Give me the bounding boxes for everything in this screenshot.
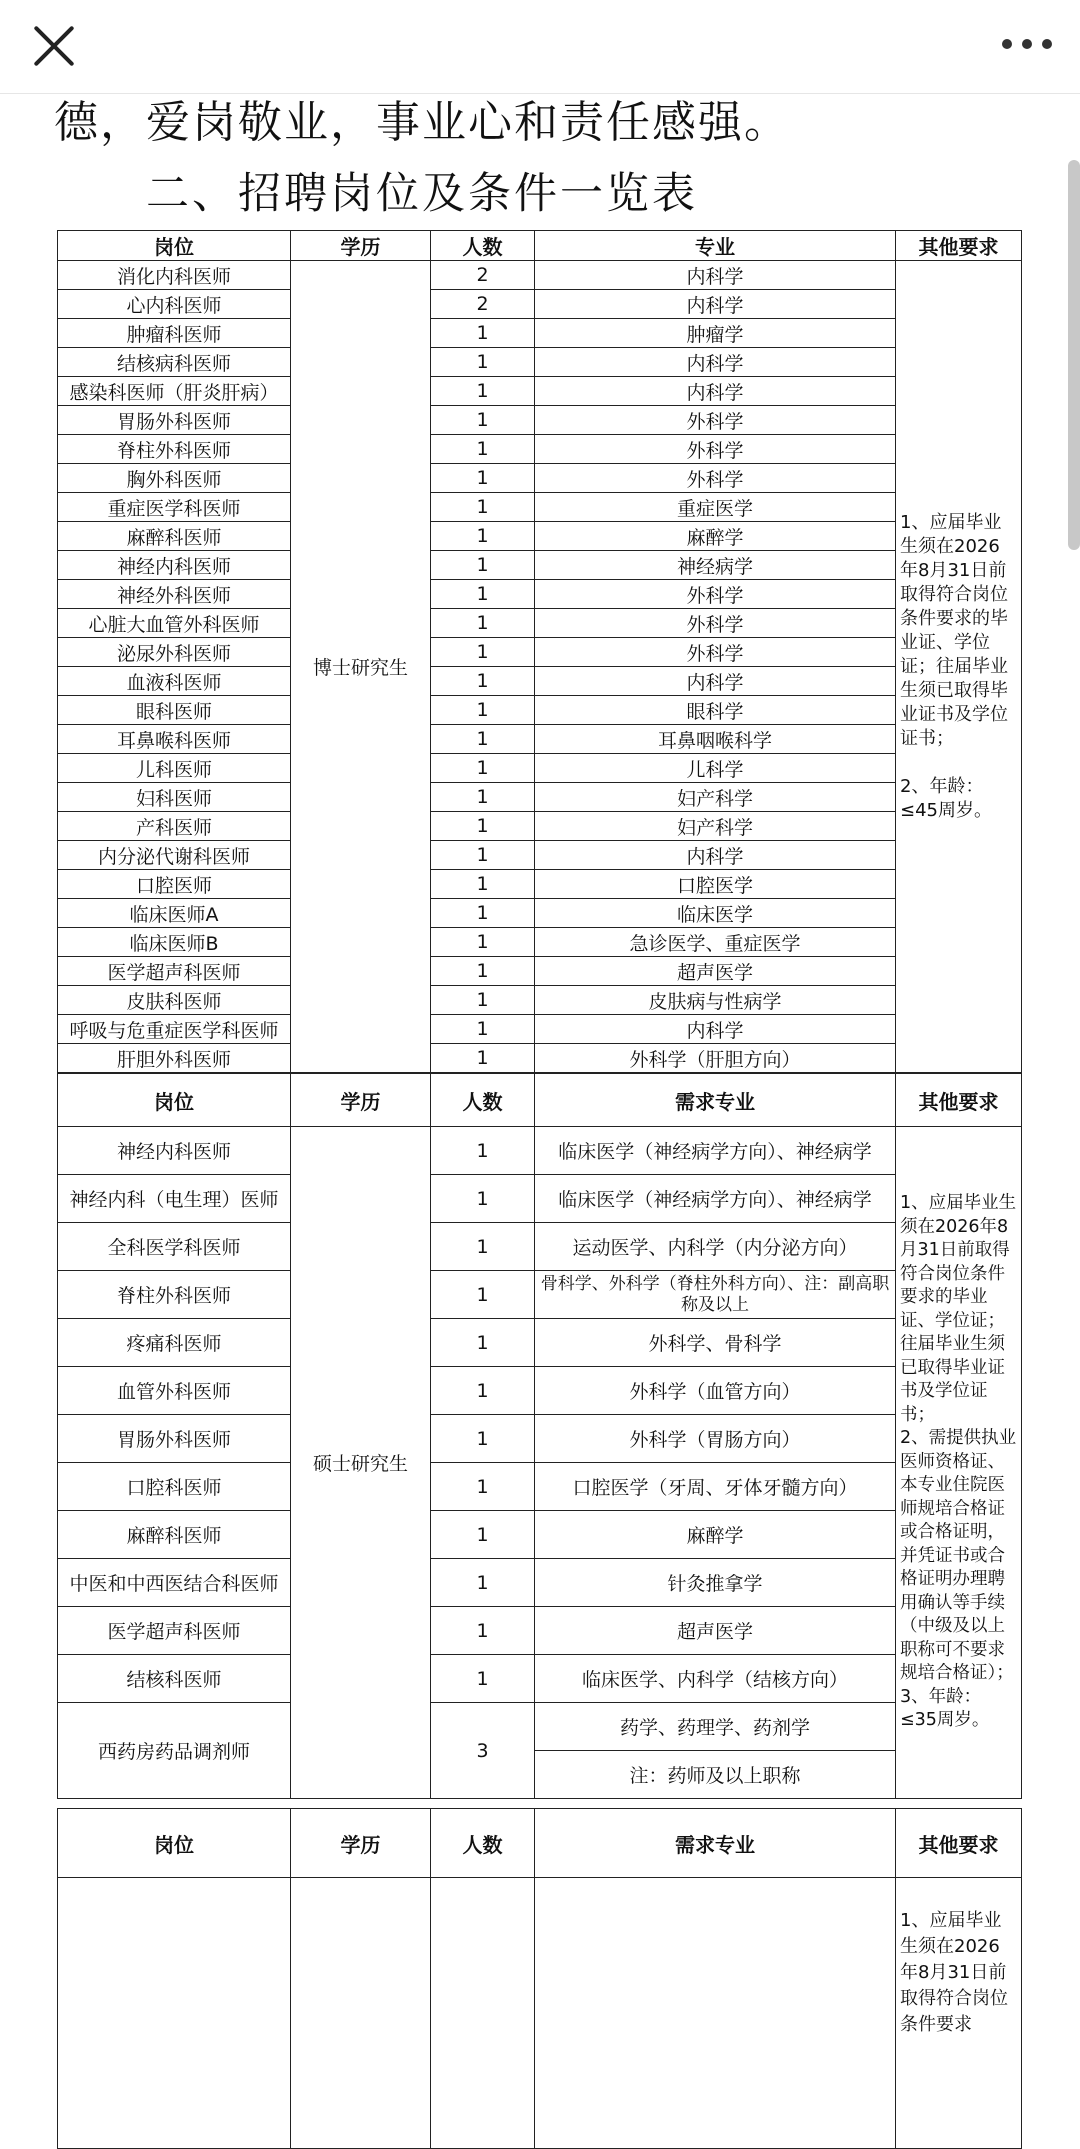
major-cell: 神经病学 — [535, 551, 896, 580]
position-cell: 血液科医师 — [58, 667, 291, 696]
major-cell: 外科学、骨科学 — [535, 1319, 896, 1367]
count-cell: 1 — [431, 1223, 535, 1271]
position-cell: 胃肠外科医师 — [58, 1415, 291, 1463]
table-row — [58, 435, 1022, 464]
table-cell — [58, 1878, 291, 2149]
major-cell: 外科学 — [535, 609, 896, 638]
position-cell: 神经外科医师 — [58, 580, 291, 609]
header-count: 人数 — [431, 1809, 535, 1878]
major-cell: 外科学（肝胆方向） — [535, 1044, 896, 1073]
count-cell: 1 — [431, 406, 535, 435]
major-cell: 内科学 — [535, 1015, 896, 1044]
major-cell: 内科学 — [535, 841, 896, 870]
table-row — [58, 957, 1022, 986]
count-cell: 1 — [431, 783, 535, 812]
header-education: 学历 — [291, 1074, 431, 1127]
major-cell: 骨科学、外科学（脊柱外科方向）、注：副高职称及以上 — [535, 1271, 896, 1319]
count-cell: 1 — [431, 1607, 535, 1655]
table-row — [58, 1223, 1022, 1271]
position-cell: 口腔科医师 — [58, 1463, 291, 1511]
position-cell: 消化内科医师 — [58, 261, 291, 290]
table-row — [58, 841, 1022, 870]
count-cell: 1 — [431, 522, 535, 551]
position-cell: 胃肠外科医师 — [58, 406, 291, 435]
table-row — [58, 1044, 1022, 1073]
table-row — [58, 290, 1022, 319]
count-cell: 1 — [431, 667, 535, 696]
table-row — [58, 812, 1022, 841]
table-row — [58, 754, 1022, 783]
position-cell: 结核科医师 — [58, 1655, 291, 1703]
table-row — [58, 696, 1022, 725]
table-cell — [291, 1878, 431, 2149]
position-cell: 口腔医师 — [58, 870, 291, 899]
count-cell: 1 — [431, 725, 535, 754]
header-other-requirements: 其他要求 — [896, 231, 1022, 261]
position-cell: 疼痛科医师 — [58, 1319, 291, 1367]
count-cell: 1 — [431, 319, 535, 348]
table-row — [58, 928, 1022, 957]
major-cell: 临床医学、内科学（结核方向） — [535, 1655, 896, 1703]
position-cell: 西药房药品调剂师 — [58, 1703, 291, 1799]
table-row — [58, 1511, 1022, 1559]
more-options-icon[interactable] — [1002, 36, 1052, 52]
position-cell: 皮肤科医师 — [58, 986, 291, 1015]
position-cell: 临床医师B — [58, 928, 291, 957]
header-position: 岗位 — [58, 231, 291, 261]
major-cell: 外科学 — [535, 464, 896, 493]
major-cell: 外科学 — [535, 435, 896, 464]
count-cell: 1 — [431, 870, 535, 899]
table-row — [58, 1271, 1022, 1319]
count-cell: 1 — [431, 377, 535, 406]
count-cell: 1 — [431, 435, 535, 464]
table-row — [58, 464, 1022, 493]
count-cell: 1 — [431, 1655, 535, 1703]
major-cell: 内科学 — [535, 290, 896, 319]
header-position: 岗位 — [58, 1074, 291, 1127]
count-cell: 1 — [431, 696, 535, 725]
position-cell: 中医和中西医结合科医师 — [58, 1559, 291, 1607]
major-cell: 临床医学（神经病学方向）、神经病学 — [535, 1175, 896, 1223]
major-cell: 耳鼻咽喉科学 — [535, 725, 896, 754]
header-major: 需求专业 — [535, 1809, 896, 1878]
count-cell: 2 — [431, 290, 535, 319]
header-major: 需求专业 — [535, 1074, 896, 1127]
count-cell: 1 — [431, 1127, 535, 1175]
position-cell: 心脏大血管外科医师 — [58, 609, 291, 638]
major-cell: 外科学 — [535, 638, 896, 667]
count-cell: 1 — [431, 1559, 535, 1607]
position-cell: 医学超声科医师 — [58, 1607, 291, 1655]
major-cell: 妇产科学 — [535, 783, 896, 812]
table-row — [58, 638, 1022, 667]
position-cell: 肝胆外科医师 — [58, 1044, 291, 1073]
doctoral-positions-table — [57, 230, 1022, 1073]
position-cell: 感染科医师（肝炎肝病） — [58, 377, 291, 406]
table-row — [58, 551, 1022, 580]
table-row — [58, 783, 1022, 812]
count-cell: 1 — [431, 638, 535, 667]
count-cell: 2 — [431, 261, 535, 290]
count-cell: 1 — [431, 754, 535, 783]
position-cell: 呼吸与危重症医学科医师 — [58, 1015, 291, 1044]
position-cell: 妇科医师 — [58, 783, 291, 812]
count-cell: 1 — [431, 986, 535, 1015]
table-cell — [431, 1878, 535, 2149]
position-cell: 麻醉科医师 — [58, 1511, 291, 1559]
position-cell: 麻醉科医师 — [58, 522, 291, 551]
position-cell: 神经内科医师 — [58, 551, 291, 580]
position-cell: 肿瘤科医师 — [58, 319, 291, 348]
major-cell: 急诊医学、重症医学 — [535, 928, 896, 957]
major-cell: 外科学 — [535, 580, 896, 609]
major-cell: 内科学 — [535, 667, 896, 696]
position-cell: 脊柱外科医师 — [58, 1271, 291, 1319]
count-cell: 1 — [431, 1175, 535, 1223]
major-cell: 针灸推拿学 — [535, 1559, 896, 1607]
count-cell: 1 — [431, 580, 535, 609]
major-cell: 外科学（血管方向） — [535, 1367, 896, 1415]
other-requirements-note: 1、应届毕业生须在2026年8月31日前取得符合岗位条件要求的毕业证、学位证；往届毕业生须已取得毕业证书及学位证书； 2、年龄：≤45周岁。 — [896, 261, 1022, 1073]
table-row — [58, 1127, 1022, 1175]
table-row — [58, 1015, 1022, 1044]
major-cell: 肿瘤学 — [535, 319, 896, 348]
position-cell: 重症医学科医师 — [58, 493, 291, 522]
major-cell: 眼科学 — [535, 696, 896, 725]
major-cell: 内科学 — [535, 261, 896, 290]
major-cell: 口腔医学 — [535, 870, 896, 899]
education-cell: 博士研究生 — [291, 261, 431, 1073]
header-education: 学历 — [291, 1809, 431, 1878]
position-cell: 产科医师 — [58, 812, 291, 841]
count-cell: 1 — [431, 1044, 535, 1073]
table-row — [58, 609, 1022, 638]
header-major: 专业 — [535, 231, 896, 261]
table-row — [58, 493, 1022, 522]
close-icon[interactable] — [32, 24, 76, 68]
table-row — [58, 899, 1022, 928]
position-cell: 胸外科医师 — [58, 464, 291, 493]
table-row — [58, 319, 1022, 348]
count-cell: 1 — [431, 464, 535, 493]
count-cell: 1 — [431, 1511, 535, 1559]
major-cell: 临床医学 — [535, 899, 896, 928]
count-cell: 1 — [431, 1271, 535, 1319]
count-cell: 1 — [431, 812, 535, 841]
section-heading: 二、招聘岗位及条件一览表 — [146, 169, 698, 219]
table-row — [58, 870, 1022, 899]
position-cell: 眼科医师 — [58, 696, 291, 725]
table-row — [58, 986, 1022, 1015]
header-position: 岗位 — [58, 1809, 291, 1878]
header-count: 人数 — [431, 231, 535, 261]
major-cell: 运动医学、内科学（内分泌方向） — [535, 1223, 896, 1271]
position-cell: 血管外科医师 — [58, 1367, 291, 1415]
count-cell: 1 — [431, 841, 535, 870]
table-row — [58, 1319, 1022, 1367]
major-cell: 药学、药理学、药剂学 — [535, 1703, 896, 1751]
major-cell: 麻醉学 — [535, 522, 896, 551]
table-row — [58, 1559, 1022, 1607]
count-cell: 1 — [431, 1015, 535, 1044]
position-cell: 神经内科（电生理）医师 — [58, 1175, 291, 1223]
position-cell: 临床医师A — [58, 899, 291, 928]
additional-positions-table — [57, 1808, 1022, 2149]
count-cell: 1 — [431, 348, 535, 377]
major-cell: 口腔医学（牙周、牙体牙髓方向） — [535, 1463, 896, 1511]
header-other-requirements: 其他要求 — [896, 1809, 1022, 1878]
count-cell: 1 — [431, 1319, 535, 1367]
major-cell: 超声医学 — [535, 957, 896, 986]
count-cell: 1 — [431, 1415, 535, 1463]
table-row — [58, 406, 1022, 435]
header-count: 人数 — [431, 1074, 535, 1127]
table-row — [58, 1175, 1022, 1223]
table-row — [58, 1367, 1022, 1415]
table-row — [58, 261, 1022, 290]
major-cell: 注：药师及以上职称 — [535, 1751, 896, 1799]
count-cell: 1 — [431, 928, 535, 957]
position-cell: 儿科医师 — [58, 754, 291, 783]
table-row — [58, 1703, 1022, 1751]
major-cell: 麻醉学 — [535, 1511, 896, 1559]
major-cell: 重症医学 — [535, 493, 896, 522]
table-row — [58, 1463, 1022, 1511]
table-row — [58, 1415, 1022, 1463]
count-cell: 3 — [431, 1703, 535, 1799]
header-education: 学历 — [291, 231, 431, 261]
major-cell: 外科学（胃肠方向） — [535, 1415, 896, 1463]
table-row — [58, 1655, 1022, 1703]
position-cell: 神经内科医师 — [58, 1127, 291, 1175]
major-cell: 内科学 — [535, 348, 896, 377]
table-row — [58, 348, 1022, 377]
position-cell: 泌尿外科医师 — [58, 638, 291, 667]
table-row — [58, 725, 1022, 754]
count-cell: 1 — [431, 1463, 535, 1511]
major-cell: 内科学 — [535, 377, 896, 406]
table-row — [58, 667, 1022, 696]
table-row — [58, 1607, 1022, 1655]
count-cell: 1 — [431, 493, 535, 522]
count-cell: 1 — [431, 551, 535, 580]
major-cell: 儿科学 — [535, 754, 896, 783]
position-cell: 全科医学科医师 — [58, 1223, 291, 1271]
education-cell: 硕士研究生 — [291, 1127, 431, 1799]
scrollbar[interactable] — [1068, 160, 1080, 550]
other-requirements-note: 1、应届毕业生须在2026年8月31日前取得符合岗位条件要求 — [896, 1878, 1022, 2149]
document-text-line: 德，爱岗敬业，事业心和责任感强。 — [54, 97, 790, 148]
header-other-requirements: 其他要求 — [896, 1074, 1022, 1127]
count-cell: 1 — [431, 957, 535, 986]
major-cell: 临床医学（神经病学方向）、神经病学 — [535, 1127, 896, 1175]
position-cell: 心内科医师 — [58, 290, 291, 319]
count-cell: 1 — [431, 1367, 535, 1415]
count-cell: 1 — [431, 609, 535, 638]
top-bar — [0, 0, 1080, 94]
table-row — [58, 522, 1022, 551]
major-cell: 妇产科学 — [535, 812, 896, 841]
table-cell — [535, 1878, 896, 2149]
position-cell: 耳鼻喉科医师 — [58, 725, 291, 754]
table-row — [58, 377, 1022, 406]
position-cell: 内分泌代谢科医师 — [58, 841, 291, 870]
position-cell: 结核病科医师 — [58, 348, 291, 377]
position-cell: 脊柱外科医师 — [58, 435, 291, 464]
major-cell: 超声医学 — [535, 1607, 896, 1655]
other-requirements-note: 1、应届毕业生须在2026年8月31日前取得符合岗位条件要求的毕业证、学位证；往届毕业生须已取得毕业证书及学位证书； 2、需提供执业医师资格证、本专业住院医师规培合格证或合格证明，并凭证书或合格证明办理聘用确认等手续（中级及以上职称可不要求规培合格证）； 3、年龄：≤35周岁。 — [896, 1127, 1022, 1799]
table-row — [58, 580, 1022, 609]
major-cell: 皮肤病与性病学 — [535, 986, 896, 1015]
masters-positions-table — [57, 1073, 1022, 1799]
position-cell: 医学超声科医师 — [58, 957, 291, 986]
major-cell: 外科学 — [535, 406, 896, 435]
count-cell: 1 — [431, 899, 535, 928]
